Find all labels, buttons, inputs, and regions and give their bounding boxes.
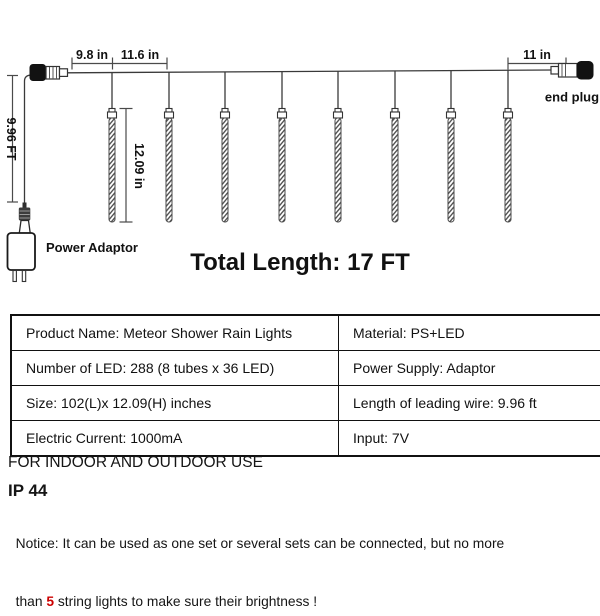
light-tube-5 [334, 71, 343, 222]
dimension-leading-wire-label: 9.96 FT [4, 117, 18, 160]
usage-statement: FOR INDOOR AND OUTDOOR USE [8, 454, 263, 472]
spec-cell: Input: 7V [339, 421, 600, 457]
light-tube-3 [221, 72, 230, 222]
main-wire [68, 70, 553, 73]
notice-line1: Notice: It can be used as one set or several sets can be connected, but no more [16, 536, 505, 551]
notice-line2-suffix: string lights to make sure their brightness ! [54, 594, 317, 609]
total-length-title: Total Length: 17 FT [190, 249, 410, 276]
light-tube-4 [278, 72, 287, 222]
notice-max-sets-highlight: 5 [46, 594, 54, 609]
leading-wire [25, 75, 33, 203]
spec-table [10, 314, 600, 457]
dimension-lead-label: 9.8 in [76, 48, 108, 62]
ip-rating: IP 44 [8, 481, 47, 501]
spec-cell: Length of leading wire: 9.96 ft [339, 386, 600, 421]
dimension-tube-length [120, 109, 133, 223]
notice-line2-prefix: than [16, 594, 47, 609]
table-row [11, 386, 600, 421]
light-tube-2 [165, 72, 174, 222]
notice-text [8, 500, 592, 616]
dimension-tube-length-label: 12.09 in [132, 143, 146, 189]
dimension-spacing-label: 11.6 in [121, 48, 159, 62]
spec-cell: Number of LED: 288 (8 tubes x 36 LED) [11, 351, 339, 386]
light-tube-8 [504, 70, 513, 222]
table-row [11, 351, 600, 386]
dimension-end-lead-label: 11 in [523, 48, 551, 62]
end-plug-label: end plug [545, 90, 599, 105]
spec-cell: Material: PS+LED [339, 315, 600, 351]
front-connector [30, 64, 68, 81]
light-tube-1 [108, 73, 117, 222]
power-adaptor-label: Power Adaptor [46, 240, 138, 255]
spec-cell: Power Supply: Adaptor [339, 351, 600, 386]
light-tube-7 [447, 71, 456, 222]
table-row [11, 421, 600, 457]
power-adaptor [8, 203, 36, 282]
light-tube-6 [391, 71, 400, 222]
spec-cell: Product Name: Meteor Shower Rain Lights [11, 315, 339, 351]
spec-cell: Size: 102(L)x 12.09(H) inches [11, 386, 339, 421]
table-row [11, 315, 600, 351]
spec-cell: Electric Current: 1000mA [11, 421, 339, 457]
